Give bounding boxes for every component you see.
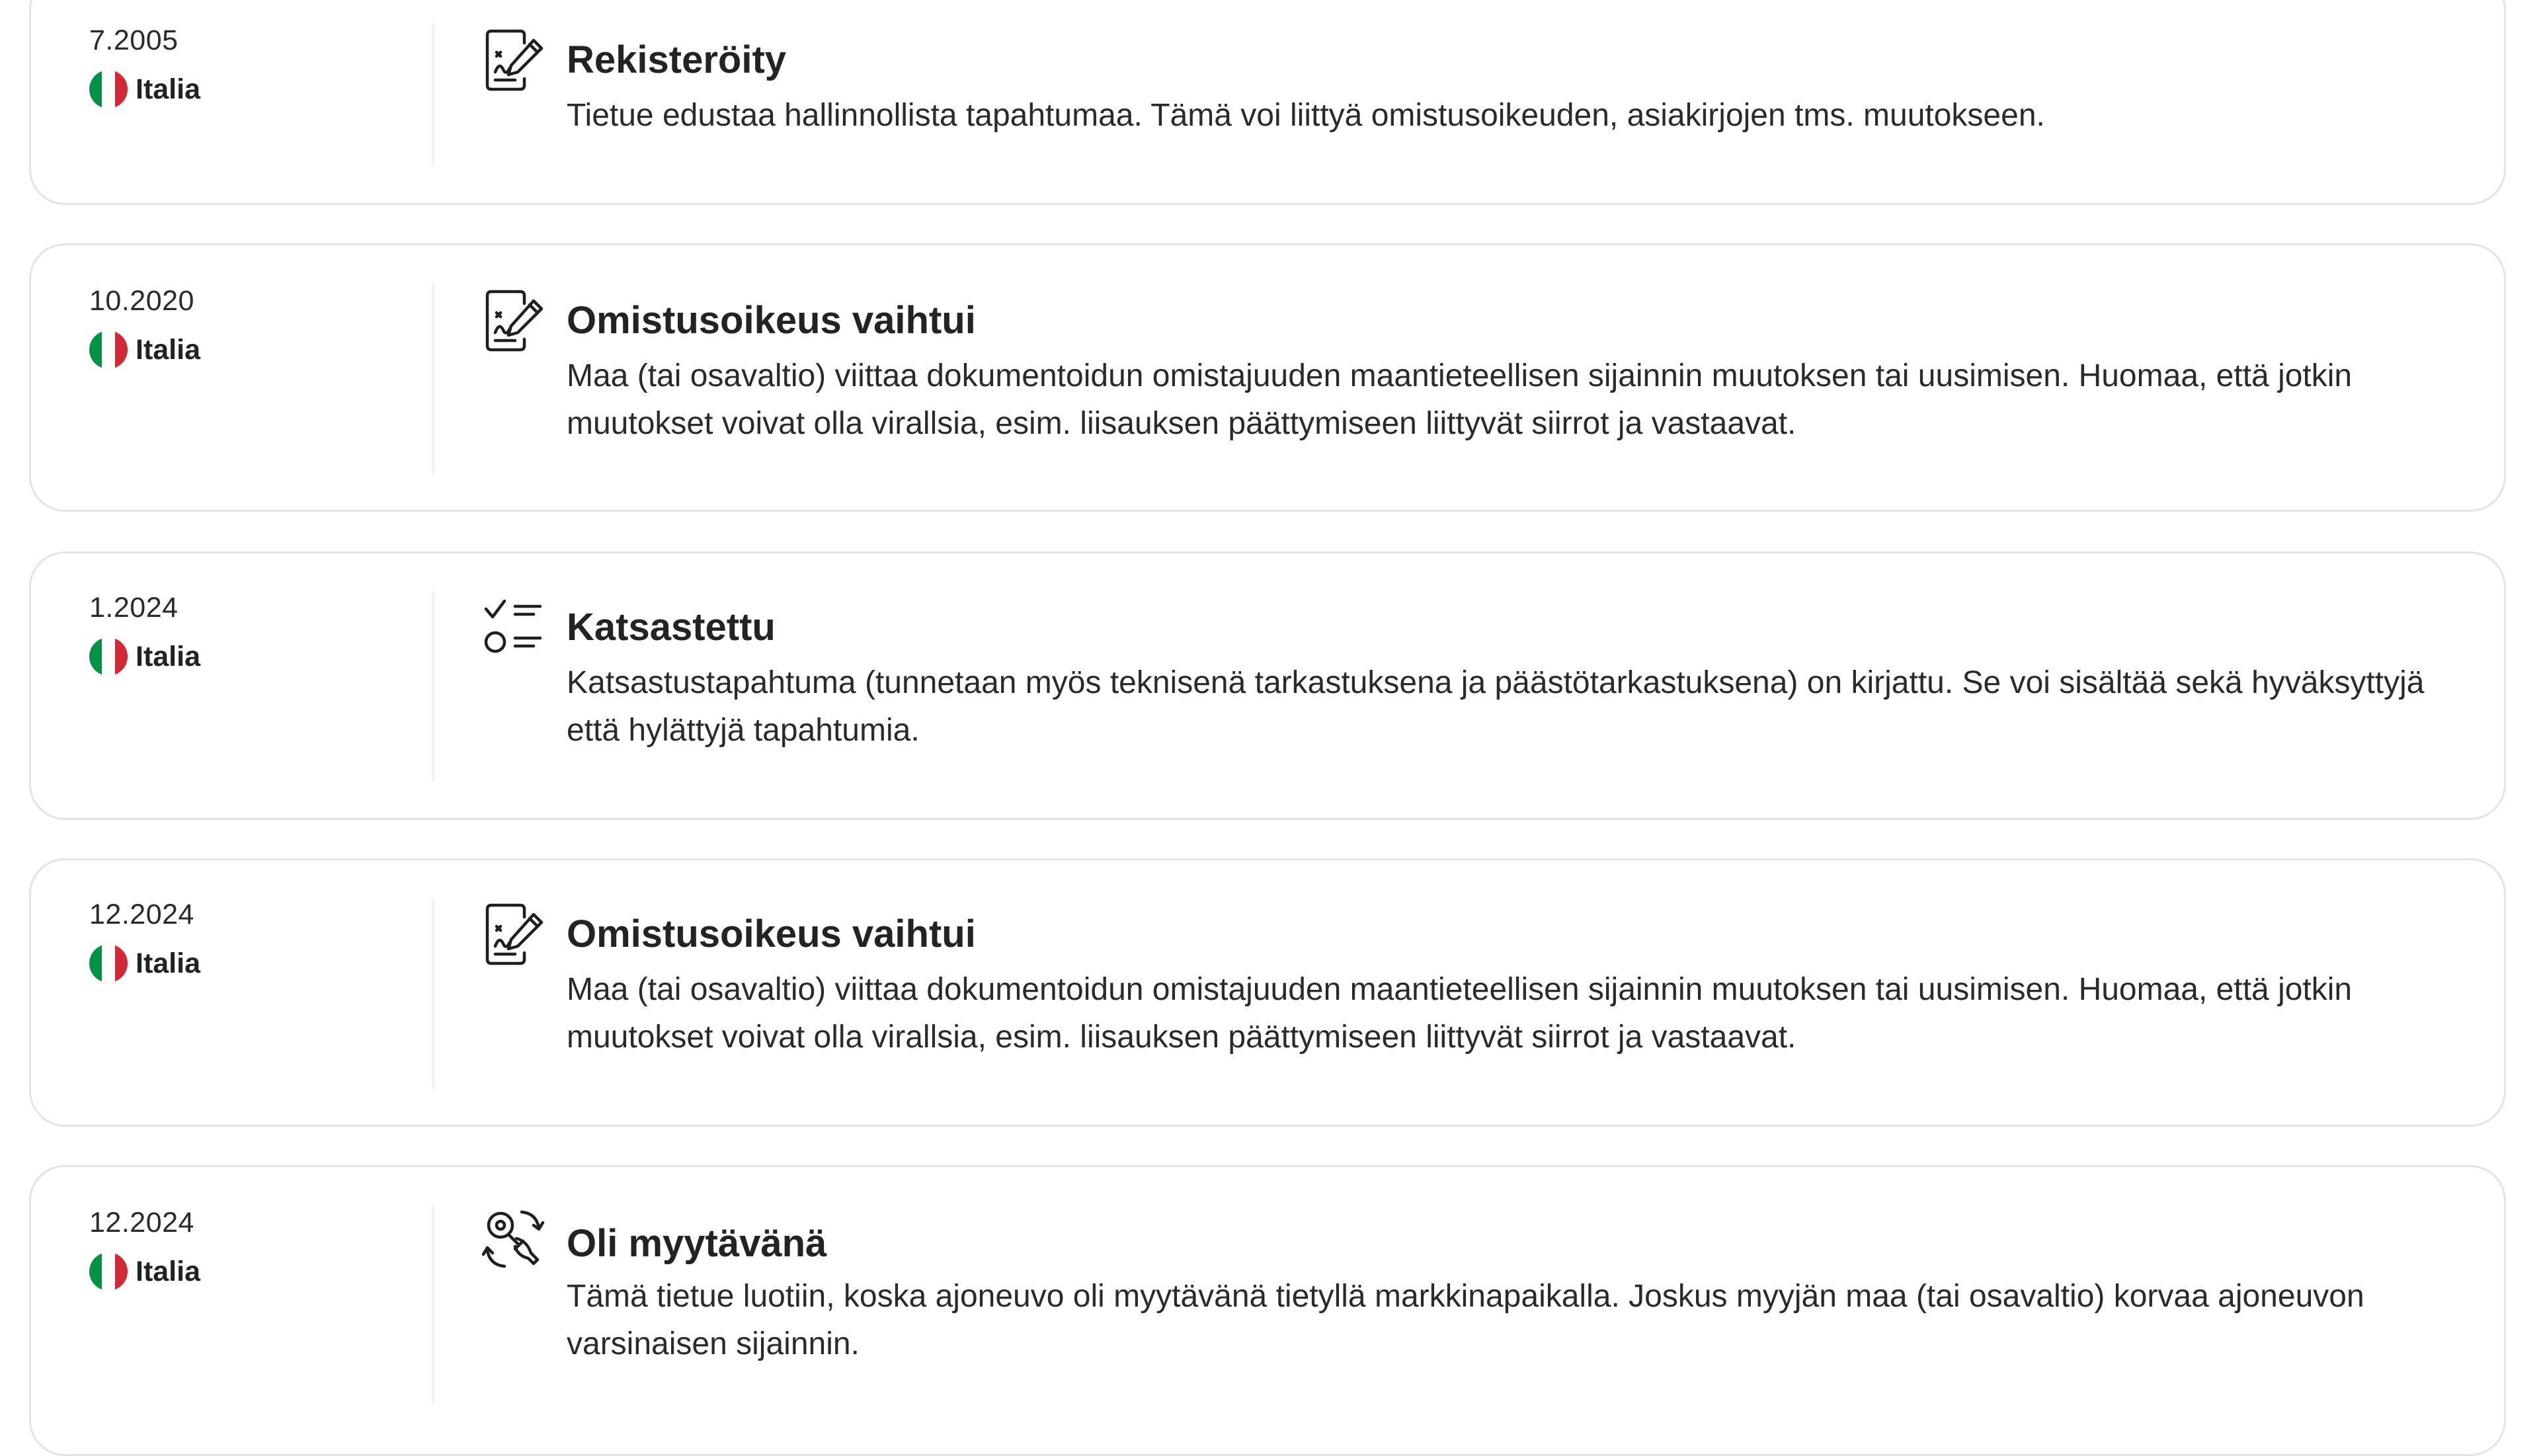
event-card [29, 551, 2506, 820]
event-date: 7.2005 [89, 24, 179, 56]
event-title: Rekisteröity [567, 38, 787, 81]
event-date: 1.2024 [89, 592, 179, 624]
event-country [89, 69, 200, 109]
event-date: 12.2024 [89, 1207, 194, 1238]
event-title: Oli myytävänä [567, 1222, 827, 1265]
event-title: Katsastettu [567, 606, 776, 649]
card-divider [432, 284, 434, 474]
card-divider [432, 899, 434, 1089]
card-divider [432, 23, 434, 167]
card-divider [432, 1205, 434, 1404]
document-signature-icon [481, 901, 547, 967]
event-description: Tämä tietue luotiin, koska ajoneuvo oli myytävänä tietyllä markkinapaikalla. Joskus myyjän maa (tai osavaltio) korvaa ajoneuvon varsinaisen sijainnin. [567, 1279, 2364, 1361]
country-name: Italia [136, 640, 200, 672]
event-date: 10.2020 [89, 285, 194, 317]
event-title: Omistusoikeus vaihtui [567, 299, 976, 342]
key-exchange-icon [481, 1205, 547, 1272]
event-description: Tietue edustaa hallinnollista tapahtumaa. Tämä voi liittyä omistusoikeuden, asiakirjojen tms. muutokseen. [567, 98, 2045, 133]
event-country [89, 1252, 200, 1291]
event-country [89, 330, 200, 370]
event-card [29, 0, 2506, 205]
event-description: Maa (tai osavaltio) viittaa dokumentoidun omistajuuden maantieteellisen sijainnin muutoksen tai uusimisen. Huomaa, että jotkin muutokset voivat olla virallsia, esim. liisauksen päättymiseen liittyvät siirrot ja vastaavat. [567, 358, 2353, 441]
event-card [29, 1165, 2506, 1456]
country-name: Italia [136, 1255, 200, 1287]
document-signature-icon [481, 27, 547, 93]
italy-flag-icon [89, 944, 128, 983]
card-divider [432, 592, 434, 782]
event-card [29, 858, 2506, 1127]
event-card [29, 243, 2506, 512]
event-description: Maa (tai osavaltio) viittaa dokumentoidun omistajuuden maantieteellisen sijainnin muutoksen tai uusimisen. Huomaa, että jotkin muutokset voivat olla virallsia, esim. liisauksen päättymiseen liittyvät siirrot ja vastaavat. [567, 972, 2353, 1055]
country-name: Italia [136, 333, 200, 366]
event-title: Omistusoikeus vaihtui [567, 912, 976, 955]
event-country [89, 637, 200, 676]
italy-flag-icon [89, 331, 128, 369]
country-name: Italia [136, 73, 200, 105]
italy-flag-icon [89, 1252, 128, 1291]
checklist-icon [481, 593, 547, 659]
event-description: Katsastustapahtuma (tunnetaan myös teknisenä tarkastuksena ja päästötarkastuksena) on kirjattu. Se voi sisältää sekä hyväksyttyjä että hylättyjä tapahtumia. [567, 665, 2425, 748]
event-date: 12.2024 [89, 899, 194, 930]
event-country [89, 944, 200, 983]
country-name: Italia [136, 947, 200, 979]
italy-flag-icon [89, 637, 128, 676]
italy-flag-icon [89, 70, 128, 108]
document-signature-icon [481, 288, 547, 354]
